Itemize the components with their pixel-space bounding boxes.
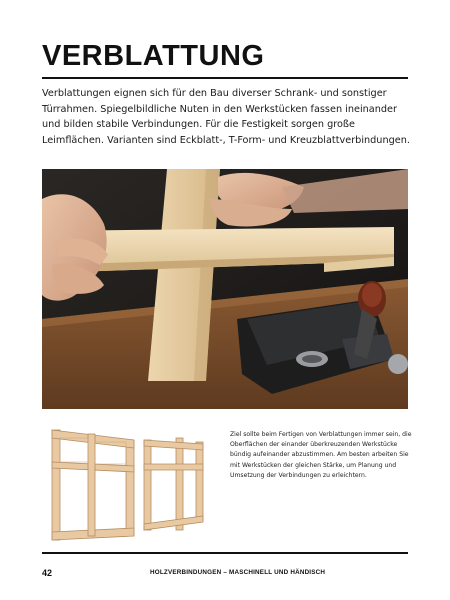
title-divider [42, 77, 408, 79]
lap-joint-photo [42, 169, 408, 409]
page-title: VERBLATTUNG [42, 40, 265, 72]
running-head: HOLZVERBINDUNGEN – MASCHINELL UND HÄNDISCH [150, 569, 326, 576]
page-number: 42 [42, 568, 53, 578]
caption-text: Ziel sollte beim Fertigen von Verblattungen immer sein, die Oberflächen der einander überkreuzenden Werkstücke bündig aufeinander abzustimmen. Am besten arbeiten Sie mit Werkstücken der gleichen Stärke, um Planung und Umsetzung der Verbindungen zu erleichtern. [230, 431, 412, 479]
footer-divider [42, 552, 408, 554]
intro-paragraph: Verblattungen eignen sich für den Bau diverser Schrank- und sonstiger Türrahmen. Spiegelbildliche Nuten in den Werkstücken fassen ineinander und bilden stabile Verbindungen. Für die Festigkeit sorgen große Leimflächen. Varianten sind Eckblatt-, T-Form- und Kreuzblattverbindungen. [42, 88, 410, 146]
door-frame-illustration [48, 424, 218, 544]
